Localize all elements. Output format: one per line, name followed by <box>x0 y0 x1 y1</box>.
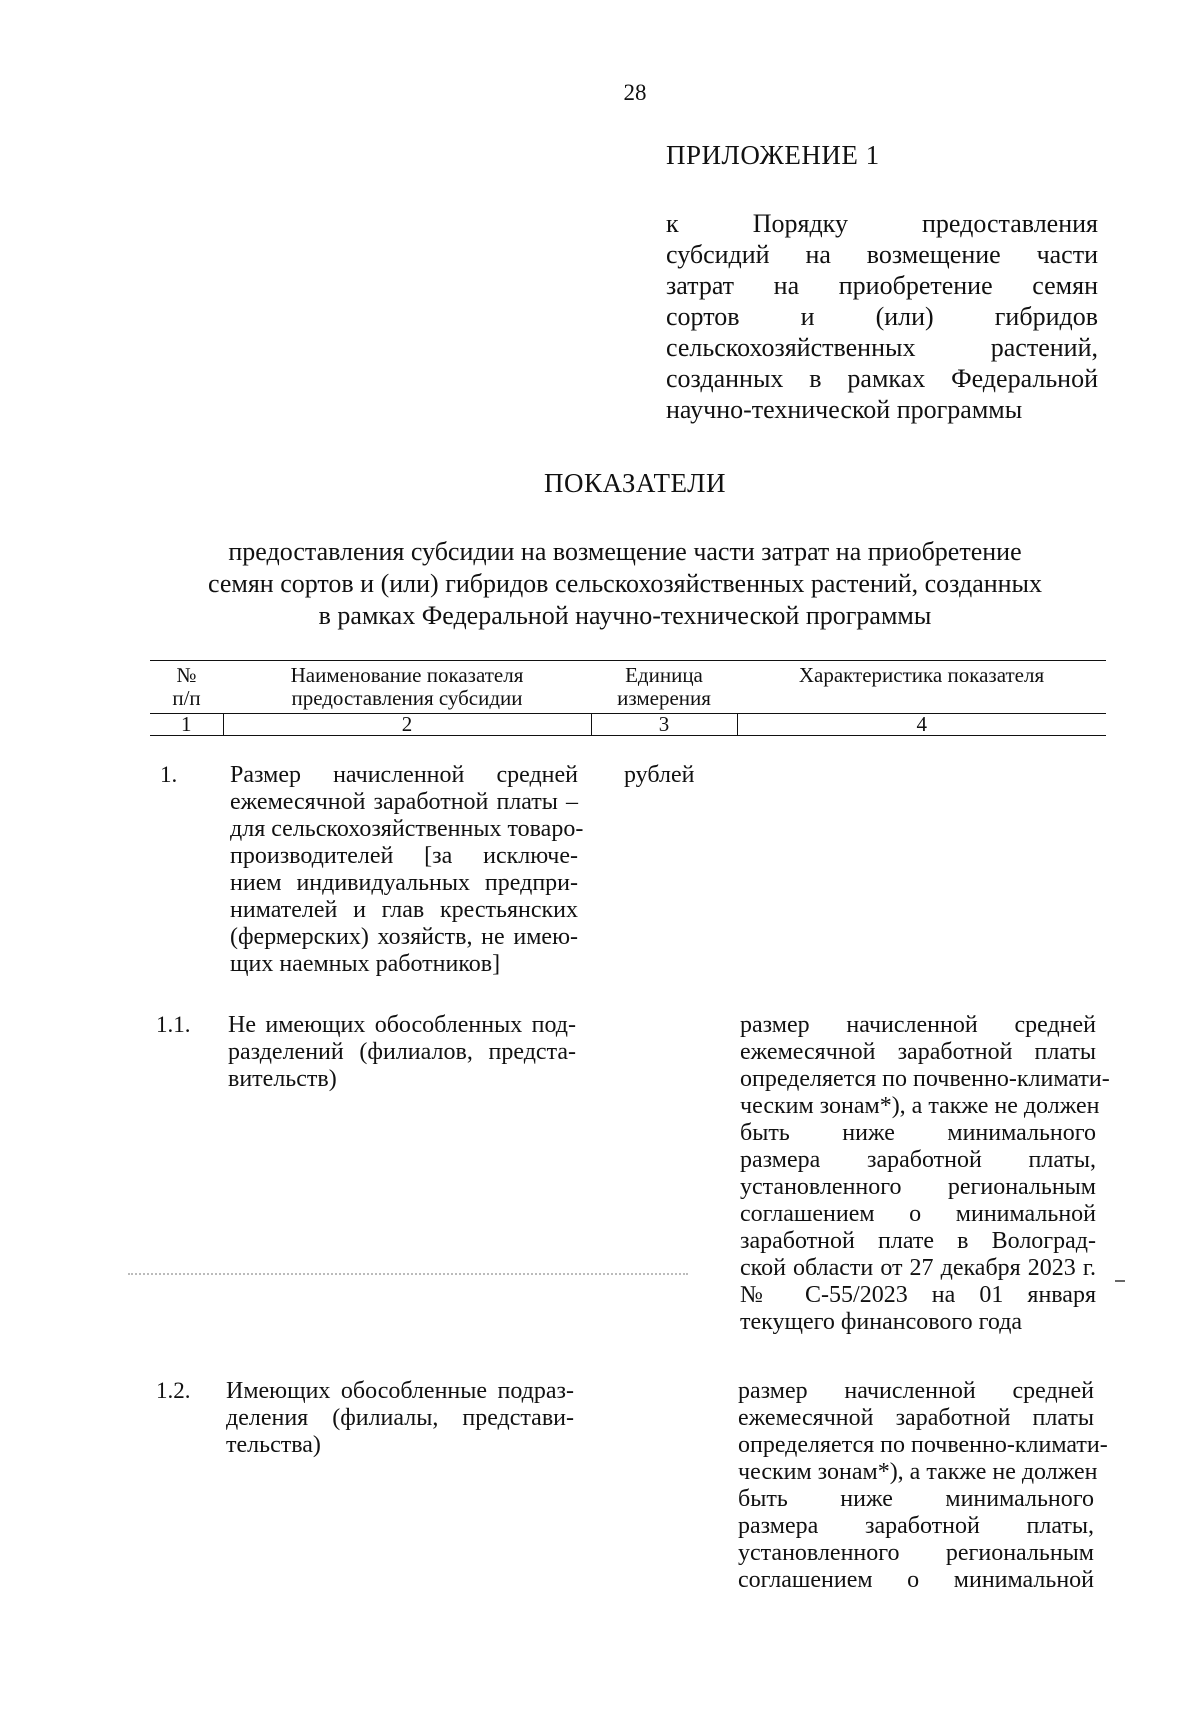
subtitle-line: предоставления субсидии на возмещение части затрат на приобретение <box>228 537 1022 566</box>
indicator-name: Размер начисленной средней ежемесячной заработной платы – для сельскохозяйственных товаро- производителей [за исключе- нием индивидуальных предпри- нимателей и глав крестьянских (фермерских) хозяйств, не имею- щих наемных работников] <box>230 762 584 977</box>
indicator-unit: рублей <box>624 762 695 788</box>
appendix-line: созданных в рамках Федеральной <box>666 364 1098 393</box>
header-cell-num: № п/п <box>150 661 223 714</box>
scan-artifact-dash <box>1115 1280 1125 1282</box>
appendix-line: субсидий на возмещение части <box>666 240 1098 269</box>
appendix-line: научно-технической программы <box>666 395 1023 424</box>
indicator-name: Имеющих обособленные подраз- деления (филиалы, представи- тельства) <box>226 1378 574 1458</box>
appendix-reference <box>666 208 1098 425</box>
document-title: ПОКАЗАТЕЛИ <box>544 468 726 498</box>
header-cell-unit: Единица измерения <box>591 661 737 714</box>
subtitle-line: в рамках Федеральной научно-технической программы <box>318 601 932 630</box>
row-number: 1.1. <box>156 1012 191 1037</box>
indicator-characteristic: размер начисленной средней ежемесячной заработной платы определяется по почвенно-климати- ческим зонам*), а также не должен быть ниже минимального размера заработной платы, установленного региональным соглашением о минимальной заработной плате в Волоград- ской области от 27 декабря 2023 г. № С-55/2023 на 01 января текущего финансового года <box>740 1012 1110 1335</box>
indicator-characteristic: размер начисленной средней ежемесячной заработной платы определяется по почвенно-климати- ческим зонам*), а также не должен быть ниже минимального размера заработной платы, установленного региональным соглашением о минимальной <box>738 1378 1108 1593</box>
page-number: 28 <box>623 80 647 105</box>
subtitle-line: семян сортов и (или) гибридов сельскохозяйственных растений, созданных <box>207 569 1043 598</box>
row-number: 1.2. <box>156 1378 191 1403</box>
header-row <box>150 661 1106 714</box>
appendix-title: ПРИЛОЖЕНИЕ 1 <box>666 140 880 170</box>
document-subtitle <box>150 536 1100 632</box>
appendix-line: затрат на приобретение семян <box>666 271 1098 300</box>
column-number: 4 <box>737 714 1106 736</box>
row-number: 1. <box>160 762 178 787</box>
header-cell-name: Наименование показателя предоставления субсидии <box>223 661 591 714</box>
scan-artifact-dotted-line <box>128 1273 688 1275</box>
indicator-name: Не имеющих обособленных под- разделений (филиалов, предста- вительств) <box>228 1012 576 1092</box>
column-number: 2 <box>223 714 591 736</box>
indicators-table-header <box>150 660 1106 736</box>
column-number: 1 <box>150 714 223 736</box>
header-cell-characteristic: Характеристика показателя <box>737 661 1106 714</box>
appendix-line: сельскохозяйственных растений, <box>666 333 1098 362</box>
appendix-line: сортов и (или) гибридов <box>666 302 1098 331</box>
column-number-row <box>150 714 1106 736</box>
column-number: 3 <box>591 714 737 736</box>
appendix-line: к Порядку предоставления <box>666 209 1098 238</box>
